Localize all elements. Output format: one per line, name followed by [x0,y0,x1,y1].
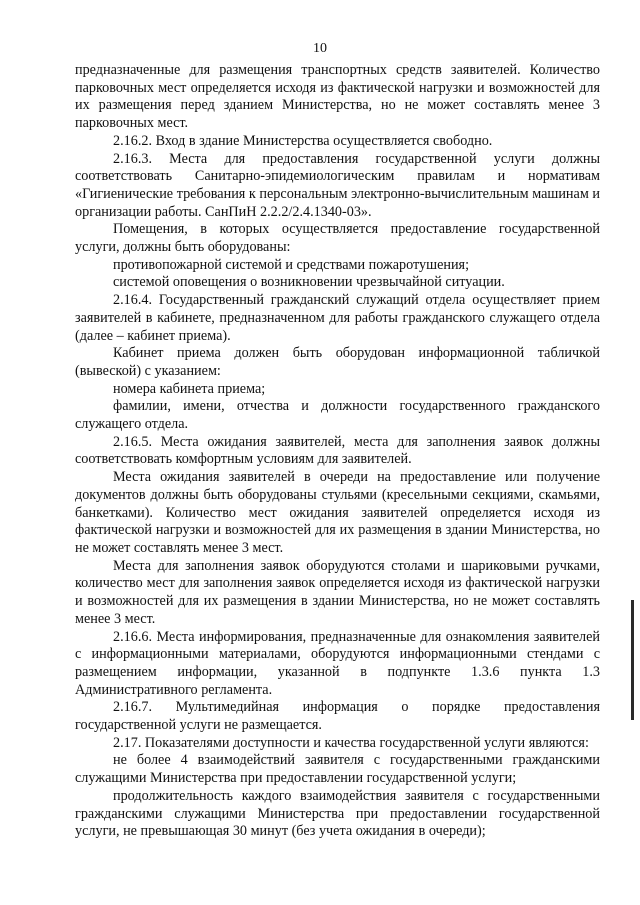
list-item-alert-system: системой оповещения о возникновении чрезвычайной ситуации. [113,274,505,291]
paragraph-application-places: Места для заполнения заявок оборудуются столами и шариковыми ручками, количество мест для заполнения заявок определяется исходя из фактической нагрузки и возможностей для их размещения в здании Министерства, но не может составлять менее 3 мест. [75,557,600,627]
list-item-interactions-limit: не более 4 взаимодействий заявителя с государственными гражданскими служащими Министерства при предоставлении государственной услуги; [75,752,600,787]
list-item-interaction-duration: продолжительность каждого взаимодействия заявителя с государственными гражданскими служащими Министерства при предоставлении государственной услуги, не превышающая 30 минут (без учета ожидания в очереди); [75,787,600,840]
list-item-employee-name: фамилии, имени, отчества и должности государственного гражданского служащего отдела. [75,398,600,433]
paragraph-2-16-7: 2.16.7. Мультимедийная информация о порядке предоставления государственной услуги не размещается. [75,699,600,734]
paragraph-office-sign: Кабинет приема должен быть оборудован информационной табличкой (вывеской) с указанием: [75,345,600,379]
paragraph-2-16-2: 2.16.2. Вход в здание Министерства осуществляется свободно. [113,132,493,149]
paragraph-premises: Помещения, в которых осуществляется предоставление государственной услуги, должны быть оборудованы: [75,221,600,256]
paragraph-2-17: 2.17. Показателями доступности и качества государственной услуги являются: [113,734,589,751]
paragraph-2-16-4: 2.16.4. Государственный гражданский служащий отдела осуществляет прием заявителей в кабинете, предназначенном для работы гражданского служащего отдела (далее – кабинет приема). [75,292,600,344]
page-number: 10 [313,41,327,56]
paragraph-waiting-places: Места ожидания заявителей в очереди на предоставление или получение документов должны быть оборудованы стульями (кресельными секциями, скамьями, банкетками). Количество мест ожидания заявителей определяется исходя из фактической нагрузки и возможностей для их размещения в здании Министерства, но не может составлять менее 3 мест. [75,469,600,556]
paragraph-2-16-5: 2.16.5. Места ожидания заявителей, места для заполнения заявок должны соответствовать комфортным условиям для заявителей. [75,433,600,468]
scan-edge-mark [631,600,634,720]
list-item-office-number: номера кабинета приема; [113,380,266,397]
paragraph-parking-continued: предназначенные для размещения транспортных средств заявителей. Количество парковочных мест определяется исходя из фактической нагрузки и возможностей для их размещения перед зданием Министерства, но не может составлять менее 3 парковочных мест. [75,62,600,132]
document-body [75,62,600,841]
paragraph-2-16-6: 2.16.6. Места информирования, предназначенные для ознакомления заявителей с информационными материалами, оборудуются информационными стендами с размещением информации, указанной в подпункте 1.3.6 пункта 1.3 Административного регламента. [75,628,600,698]
paragraph-2-16-3: 2.16.3. Места для предоставления государственной услуги должны соответствовать Санитарно-эпидемиологическим правилам и нормативам «Гигиенические требования к персональным электронно-вычислительным машинам и организации работы. СанПиН 2.2.2/2.4.1340-03». [75,150,600,220]
list-item-fire-system: противопожарной системой и средствами пожаротушения; [113,256,470,273]
